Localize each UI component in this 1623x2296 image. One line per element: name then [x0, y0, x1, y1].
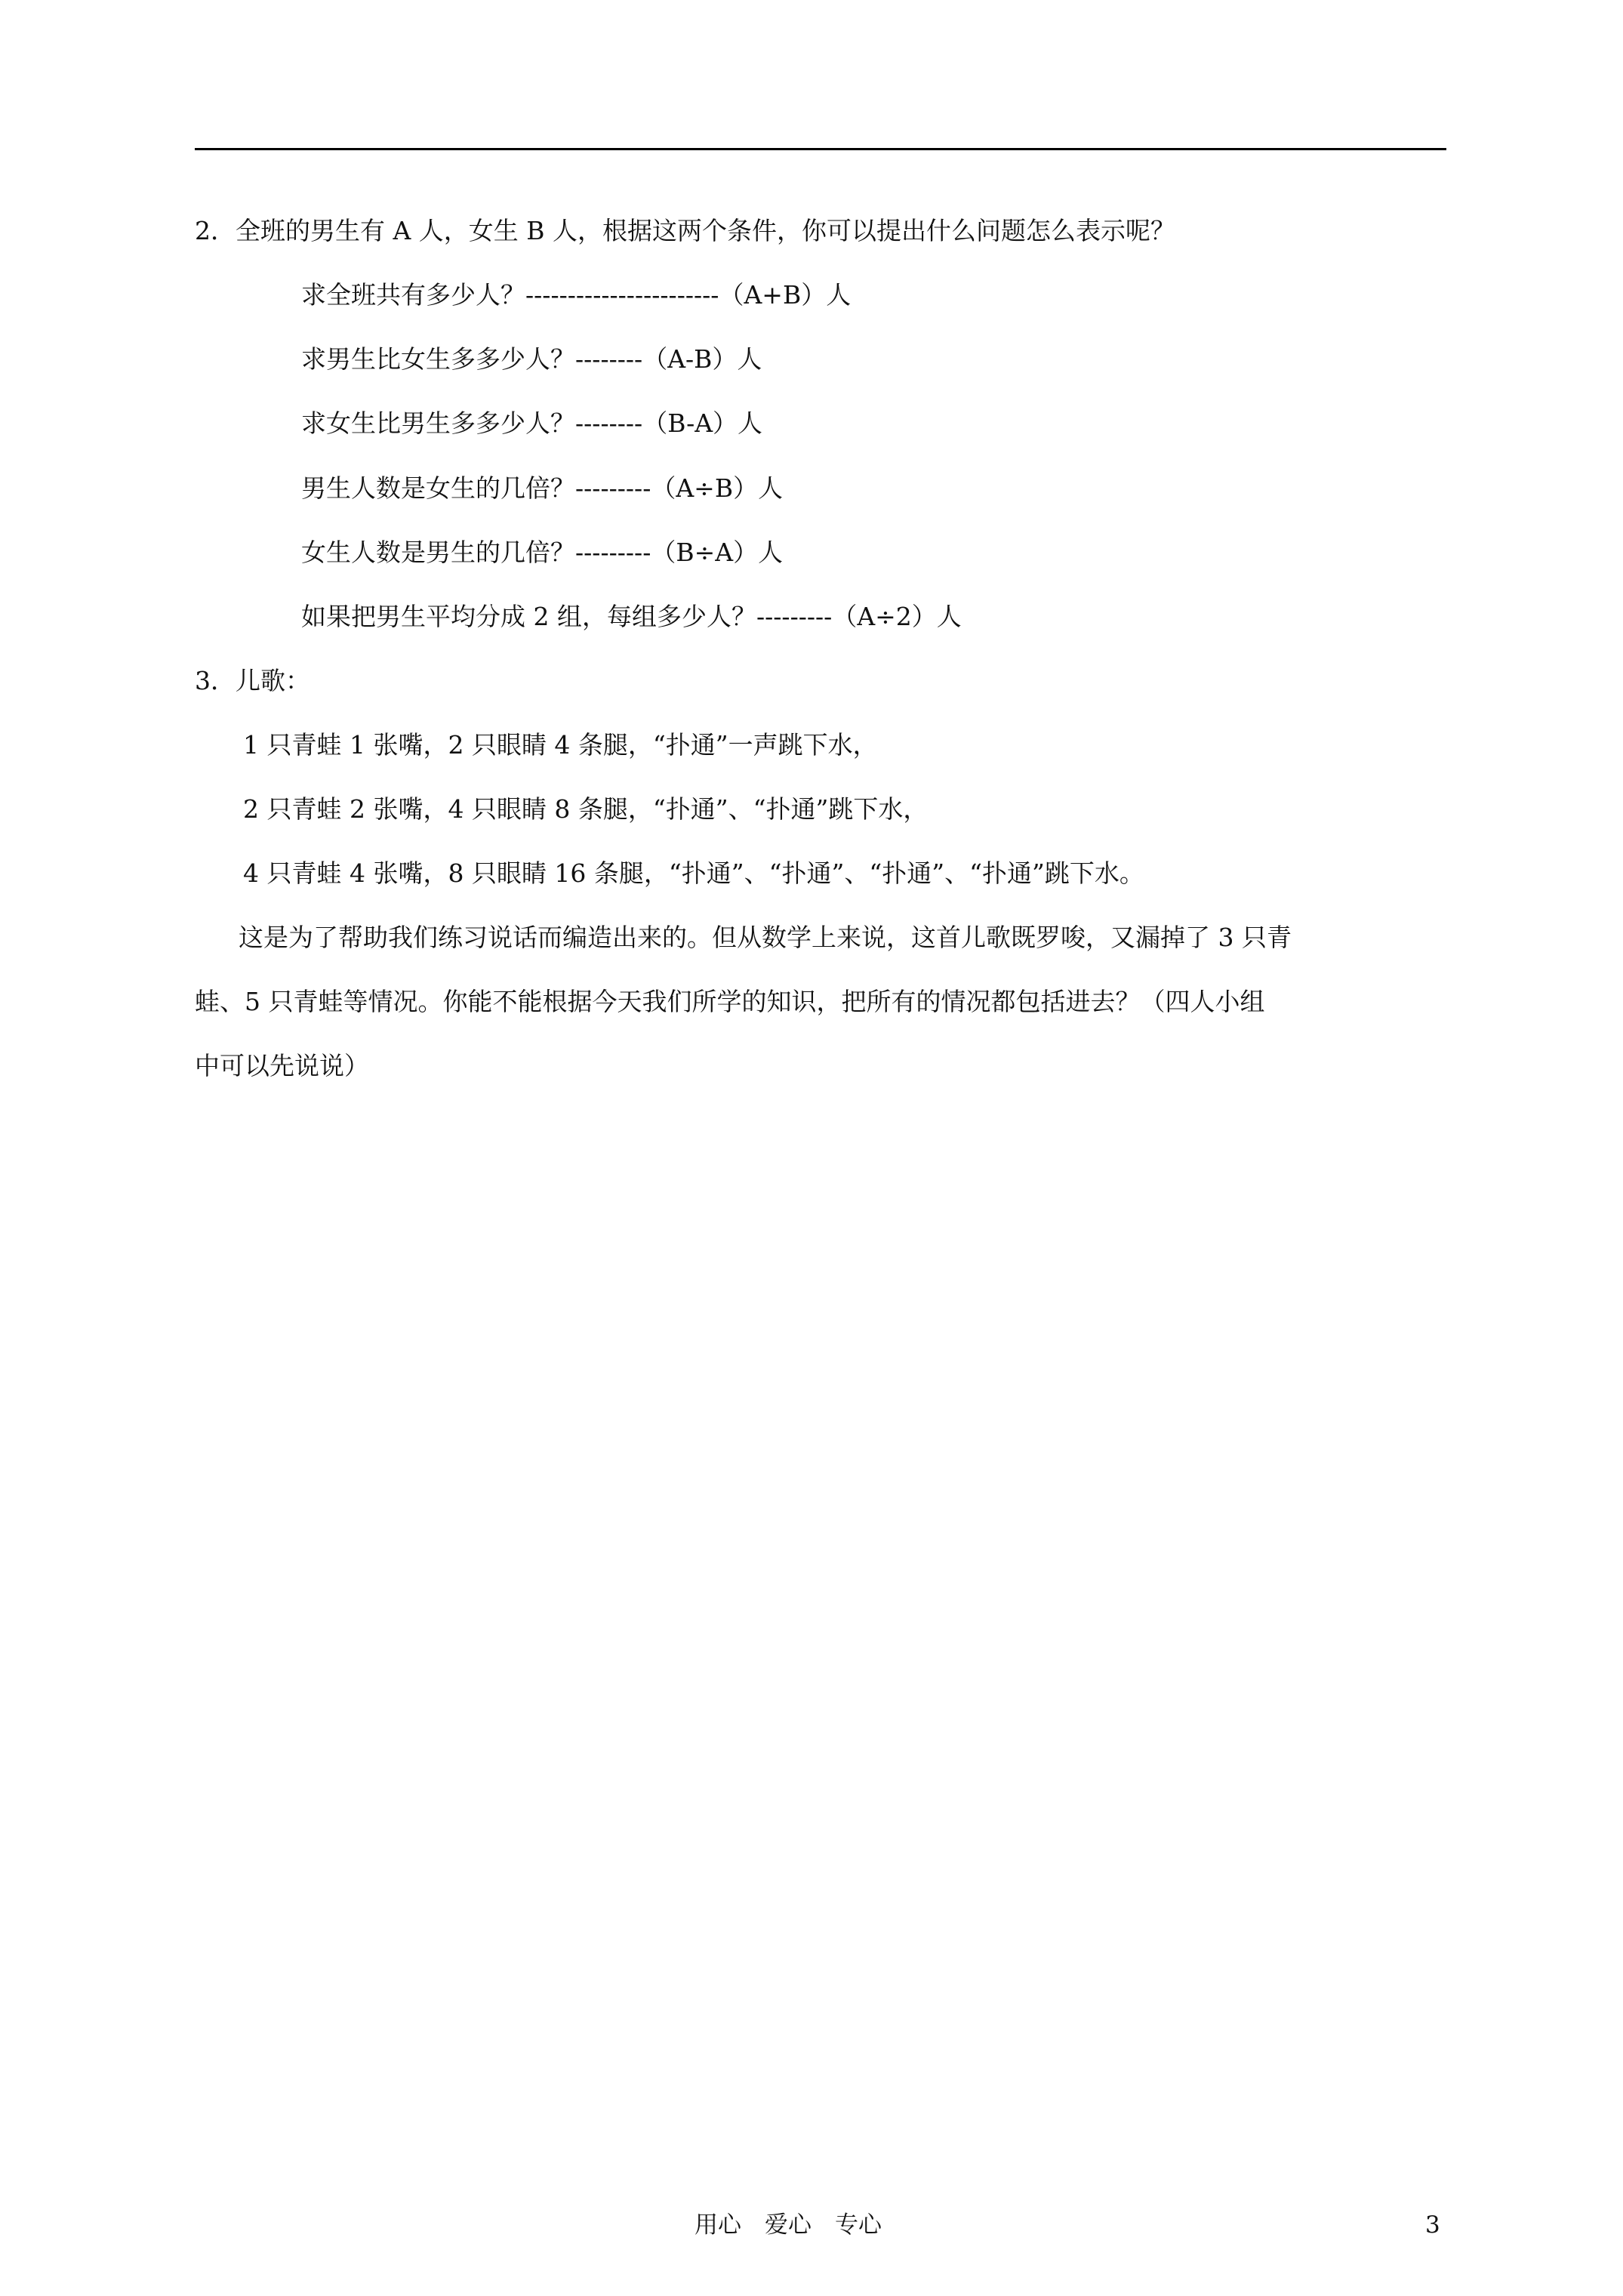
page-number: 3: [1425, 2211, 1440, 2239]
question-3-prompt: 3．儿歌：: [195, 666, 310, 695]
paragraph-line-2: 蛙、5 只青蛙等情况。你能不能根据今天我们所学的知识，把所有的情况都包括进去？（四人小组: [195, 987, 1265, 1016]
header-rule: [195, 148, 1446, 150]
question-2-answer-boys-minus-girls: 求男生比女生多多少人？--------（A-B）人: [301, 344, 762, 374]
song-line-3: 4 只青蛙 4 张嘴，8 只眼睛 16 条腿，“扑通”、“扑通”、“扑通”、“扑通”跳下水。: [243, 858, 1144, 888]
question-2-answer-total: 求全班共有多少人？-----------------------（A+B）人: [301, 280, 852, 310]
question-2-answer-boys-ratio: 男生人数是女生的几倍？---------（A÷B）人: [301, 473, 784, 503]
song-line-1: 1 只青蛙 1 张嘴，2 只眼睛 4 条腿，“扑通”一声跳下水，: [243, 730, 878, 760]
paragraph-line-3: 中可以先说说）: [195, 1051, 369, 1080]
question-2-answer-girls-ratio: 女生人数是男生的几倍？---------（B÷A）人: [301, 538, 784, 567]
question-2-answer-girls-minus-boys: 求女生比男生多多少人？--------（B-A）人: [301, 408, 763, 438]
question-2-prompt: 2．全班的男生有 A 人，女生 B 人，根据这两个条件，你可以提出什么问题怎么表示呢？: [195, 216, 1176, 245]
question-2-answer-groups: 如果把男生平均分成 2 组，每组多少人？---------（A÷2）人: [301, 602, 962, 631]
footer-motto: 用心 爱心 专心: [694, 2211, 882, 2239]
song-line-2: 2 只青蛙 2 张嘴，4 只眼睛 8 条腿，“扑通”、“扑通”跳下水，: [243, 794, 929, 824]
paragraph-line-1: 这是为了帮助我们练习说话而编造出来的。但从数学上来说，这首儿歌既罗唆，又漏掉了 3 只青: [239, 923, 1292, 952]
